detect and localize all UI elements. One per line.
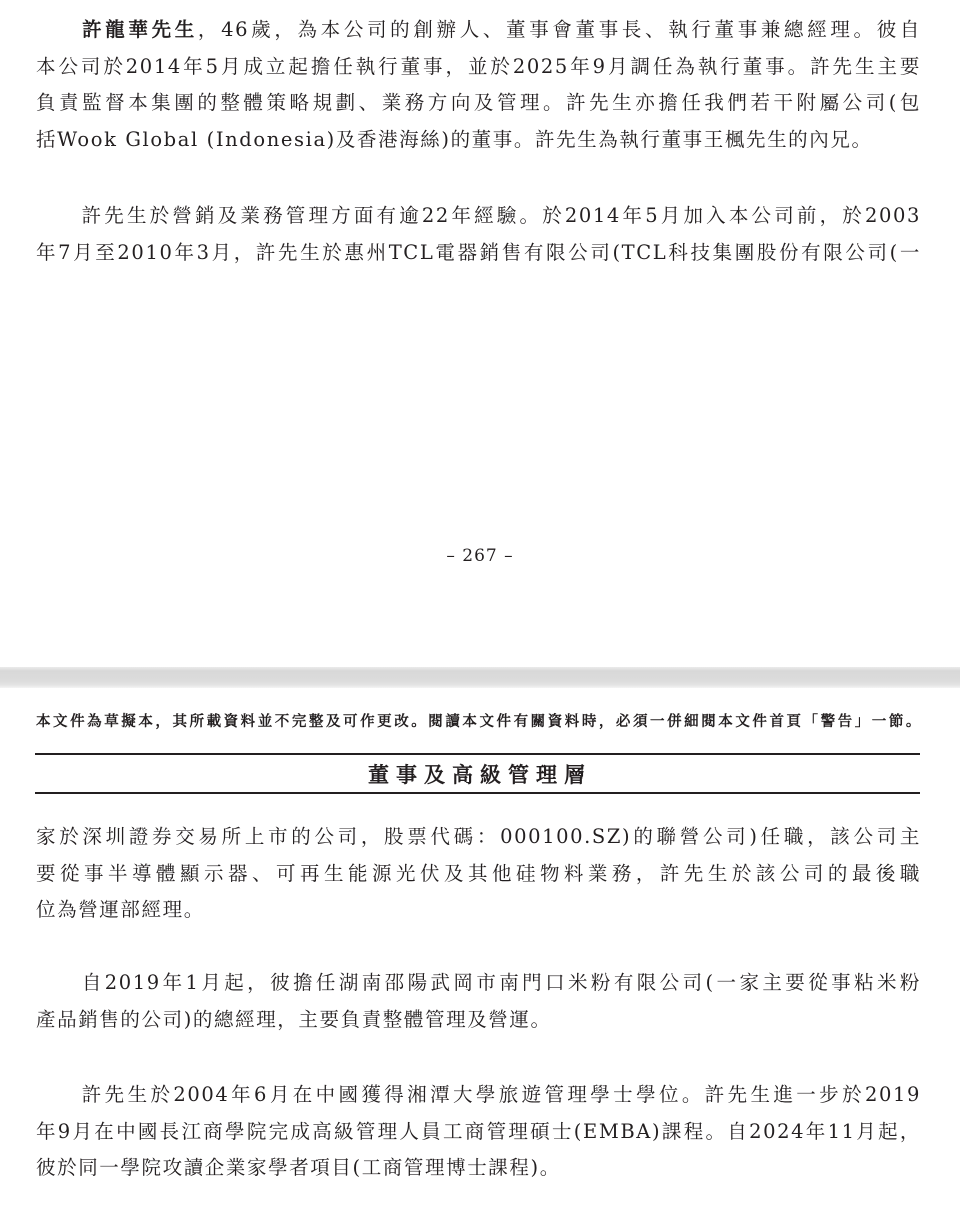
- paragraph-line: [36, 965, 921, 1002]
- paragraph-line: 負責監督本集團的整體策略規劃、業務方向及管理。許先生亦擔任我們若干附屬公司(包: [36, 91, 921, 114]
- paragraph-line: 年7月至2010年3月，許先生於惠州TCL電器銷售有限公司(TCL科技集團股份有限公司(一: [36, 240, 921, 264]
- header-rule-bottom: [35, 792, 920, 794]
- paragraph-line: 位為營運部經理。: [36, 898, 205, 921]
- text-span: 自2019年1月起，彼擔任湖南邵陽武岡市南門口米粉有限公司(一家主要從事粘米粉: [80, 971, 921, 994]
- paragraph-line: 要從事半導體顯示器、可再生能源光伏及其他硅物料業務，許先生於該公司的最後職: [36, 861, 921, 885]
- page-number: – 267 –: [446, 546, 514, 566]
- text-span: ，46歲，為本公司的創辦人、董事會董事長、執行董事兼總經理。彼自: [197, 18, 921, 41]
- text-span: 許先生於2004年6月在中國獲得湘潭大學旅遊管理學士學位。許先生進一步於2019: [80, 1083, 921, 1106]
- paragraph-previous-employer: [36, 819, 921, 929]
- person-name: 許龍華先生: [80, 18, 198, 41]
- paragraph-line: 括Wook Global (Indonesia)及香港海絲)的董事。許先生為執行董事王楓先生的內兄。: [36, 127, 873, 151]
- paragraph-line: 本公司於2014年5月成立起擔任執行董事，並於2025年9月調任為執行董事。許先生主要: [36, 54, 921, 78]
- text-span: 許先生於營銷及業務管理方面有逾22年經驗。於2014年5月加入本公司前，於2003: [80, 204, 921, 227]
- paragraph-experience: [36, 198, 921, 271]
- page-separator: [0, 667, 960, 688]
- paragraph-line: 彼於同一學院攻讀企業家學者項目(工商管理博士課程)。: [36, 1156, 561, 1179]
- header-rule-top: [35, 753, 920, 755]
- document-page-268: [0, 688, 960, 1206]
- paragraph-line: 產品銷售的公司)的總經理，主要負責整體管理及營運。: [36, 1007, 552, 1031]
- paragraph-biography-intro: [36, 12, 921, 158]
- paragraph-line: [36, 1077, 921, 1114]
- paragraph-current-role: [36, 965, 921, 1038]
- paragraph-education: [36, 1077, 921, 1187]
- paragraph-line: [36, 198, 921, 235]
- section-title: 董事及高級管理層: [368, 762, 592, 787]
- paragraph-line: 家於深圳證券交易所上市的公司，股票代碼：000100.SZ)的聯營公司)任職，該公司主: [36, 825, 921, 848]
- paragraph-line: [36, 12, 921, 49]
- paragraph-line: 年9月在中國長江商學院完成高級管理人員工商管理碩士(EMBA)課程。自2024年11月起，: [36, 1119, 921, 1143]
- draft-notice: 本文件為草擬本，其所載資料並不完整及可作更改。閱讀本文件有關資料時，必須一併細閱本文件首頁「警告」一節。: [36, 713, 921, 730]
